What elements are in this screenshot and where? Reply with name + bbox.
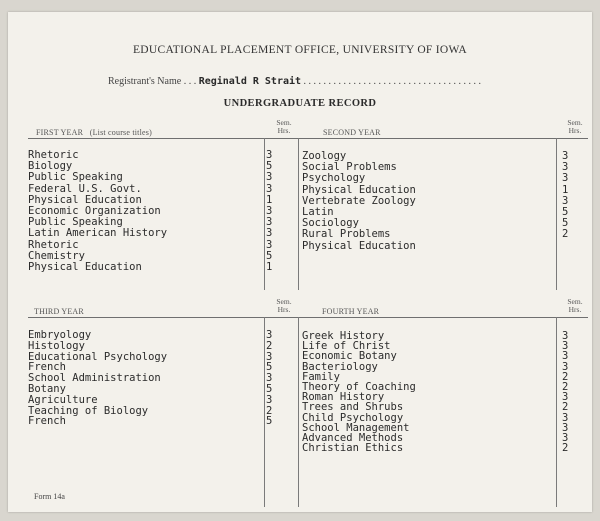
- course-hours: 5: [266, 160, 273, 172]
- course-hours: 5: [266, 361, 273, 373]
- course-title: Advanced Methods: [302, 432, 404, 444]
- course-hours: 1: [562, 184, 569, 196]
- course-title: Embryology: [28, 329, 92, 341]
- course-title: French: [28, 361, 66, 373]
- course-hours: 3: [562, 172, 569, 184]
- course-hours: 5: [266, 383, 273, 395]
- course-hours: 3: [266, 205, 273, 217]
- course-title: Botany: [28, 383, 66, 395]
- course-hours: 3: [266, 183, 273, 195]
- course-title: Physical Education: [302, 240, 416, 252]
- middle-rule: [28, 317, 588, 318]
- course-title: Economic Organization: [28, 205, 161, 217]
- sem-label: Sem.: [567, 118, 583, 127]
- course-hours: 5: [266, 415, 273, 427]
- course-hours: 3: [562, 340, 569, 352]
- col-divider-3-lower: [556, 317, 557, 507]
- course-hours: 3: [562, 150, 569, 162]
- course-title: Family: [302, 371, 340, 383]
- course-hours: 3: [562, 161, 569, 173]
- third-year-heading: THIRD YEAR: [34, 307, 84, 316]
- course-title: Roman History: [302, 391, 385, 403]
- course-hours: 3: [562, 195, 569, 207]
- course-title: Physical Education: [28, 194, 142, 206]
- course-hours: 3: [266, 239, 273, 251]
- course-hours: 2: [266, 405, 273, 417]
- hrs-label: Hrs.: [568, 126, 582, 135]
- course-hours: 3: [562, 412, 569, 424]
- course-title: Biology: [28, 160, 73, 172]
- hrs-label: Hrs.: [277, 305, 291, 314]
- course-hours: 3: [266, 372, 273, 384]
- course-hours: 5: [562, 206, 569, 218]
- course-hours: 3: [562, 391, 569, 403]
- course-title: Social Problems: [302, 161, 397, 173]
- course-title: Vertebrate Zoology: [302, 195, 416, 207]
- course-title: Rhetoric: [28, 149, 79, 161]
- course-hours: 3: [266, 394, 273, 406]
- sem-hrs-header-third: [272, 298, 296, 314]
- course-hours: 3: [266, 329, 273, 341]
- sem-label: Sem.: [276, 118, 292, 127]
- course-title: Child Psychology: [302, 412, 404, 424]
- col-divider-1-upper: [264, 138, 265, 290]
- course-title: Public Speaking: [28, 216, 123, 228]
- course-title: Life of Christ: [302, 340, 391, 352]
- course-hours: 3: [562, 432, 569, 444]
- registrant-dots-2: . . . . . . . . . . . . . . . . . . . . . . . . . . . . . . . . . . . .: [303, 76, 482, 87]
- fourth-year-heading: FOURTH YEAR: [322, 307, 380, 316]
- course-title: Latin American History: [28, 227, 168, 239]
- course-hours: 2: [562, 401, 569, 413]
- top-rule: [28, 138, 588, 139]
- course-title: Bacteriology: [302, 361, 378, 373]
- course-hours: 3: [266, 351, 273, 363]
- course-title: School Management: [302, 422, 410, 434]
- course-title: French: [28, 415, 66, 427]
- course-hours: 1: [266, 194, 273, 206]
- registrant-line: [108, 76, 481, 87]
- course-title: Sociology: [302, 217, 359, 229]
- first-year-label: FIRST YEAR: [36, 128, 84, 137]
- course-title: Christian Ethics: [302, 442, 404, 454]
- course-hours: 2: [562, 371, 569, 383]
- sem-label: Sem.: [276, 297, 292, 306]
- sem-label: Sem.: [567, 297, 583, 306]
- undergraduate-record-title: UNDERGRADUATE RECORD: [223, 98, 377, 109]
- registrant-dots-1: . . .: [183, 76, 199, 87]
- course-hours: 3: [562, 330, 569, 342]
- course-hours: 2: [562, 442, 569, 454]
- col-divider-2-upper: [298, 138, 299, 290]
- second-year-heading: SECOND YEAR: [323, 128, 381, 137]
- course-hours: 5: [266, 250, 273, 262]
- course-hours: 2: [266, 340, 273, 352]
- course-hours: 3: [266, 149, 273, 161]
- col-divider-1-lower: [264, 317, 265, 507]
- course-title: Educational Psychology: [28, 351, 168, 363]
- course-title: Histology: [28, 340, 85, 352]
- course-title: Theory of Coaching: [302, 381, 416, 393]
- course-hours: 3: [266, 216, 273, 228]
- course-title: Chemistry: [28, 250, 85, 262]
- form-number: Form 14a: [34, 492, 65, 501]
- course-hours: 1: [266, 261, 273, 273]
- office-title: EDUCATIONAL PLACEMENT OFFICE, UNIVERSITY OF IOWA: [132, 44, 468, 56]
- course-hours: 3: [562, 361, 569, 373]
- sem-hrs-header-second: [563, 119, 587, 135]
- course-hours: 2: [562, 228, 569, 240]
- course-title: School Administration: [28, 372, 161, 384]
- hrs-label: Hrs.: [568, 305, 582, 314]
- col-divider-3-upper: [556, 138, 557, 290]
- course-hours: 3: [562, 350, 569, 362]
- hrs-label: Hrs.: [277, 126, 291, 135]
- course-title: Trees and Shrubs: [302, 401, 404, 413]
- sem-hrs-header-first: [272, 119, 296, 135]
- first-year-note: (List course titles): [89, 128, 152, 137]
- course-title: Psychology: [302, 172, 366, 184]
- course-title: Rural Problems: [302, 228, 391, 240]
- course-hours: 3: [562, 422, 569, 434]
- course-hours: 3: [266, 227, 273, 239]
- registrant-name: Reginald R Strait: [198, 76, 302, 87]
- course-title: Physical Education: [28, 261, 142, 273]
- first-year-heading: [36, 128, 152, 137]
- course-hours: 3: [266, 171, 273, 183]
- course-title: Latin: [302, 206, 334, 218]
- course-title: Rhetoric: [28, 239, 79, 251]
- course-title: Agriculture: [28, 394, 98, 406]
- course-title: Public Speaking: [28, 171, 123, 183]
- course-title: Economic Botany: [302, 350, 397, 362]
- registrant-label: Registrant's Name: [108, 76, 182, 87]
- sem-hrs-header-fourth: [563, 298, 587, 314]
- course-title: Physical Education: [302, 184, 416, 196]
- course-hours: 2: [562, 381, 569, 393]
- course-title: Greek History: [302, 330, 385, 342]
- course-hours: 5: [562, 217, 569, 229]
- col-divider-2-lower: [298, 317, 299, 507]
- course-title: Federal U.S. Govt.: [28, 183, 142, 195]
- course-title: Zoology: [302, 150, 347, 162]
- course-title: Teaching of Biology: [28, 405, 149, 417]
